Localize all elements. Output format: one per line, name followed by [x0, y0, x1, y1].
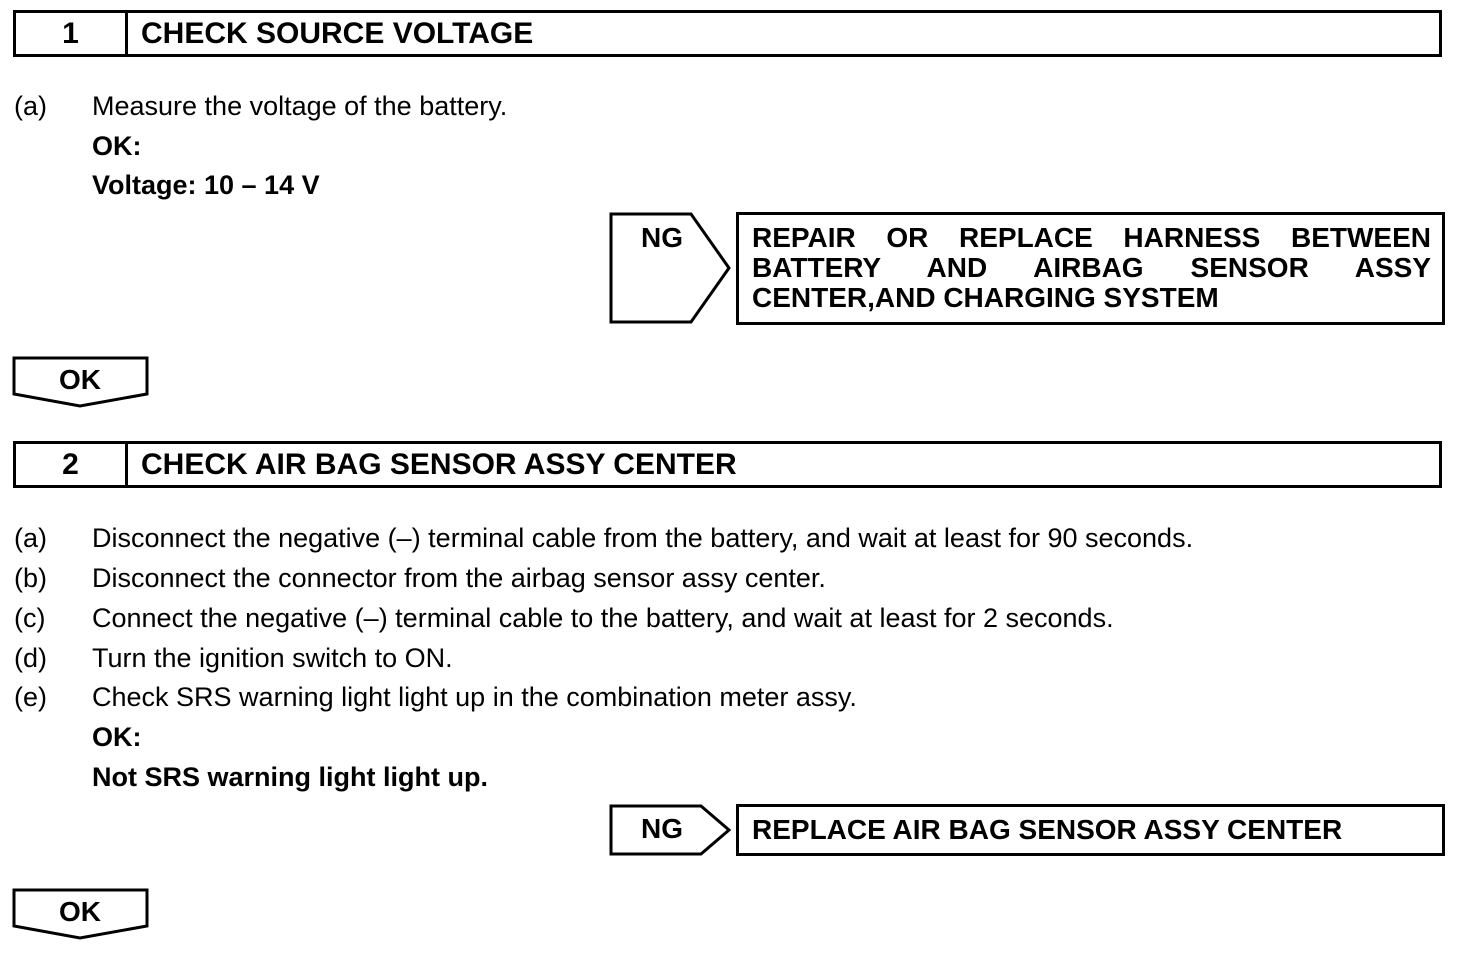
step-2-ok-heading: OK:	[92, 722, 142, 752]
step-2-ng-action: REPLACE AIR BAG SENSOR ASSY CENTER	[736, 804, 1445, 856]
instruction-label: (b)	[14, 563, 47, 593]
step-2-title: CHECK AIR BAG SENSOR ASSY CENTER	[141, 447, 737, 481]
step-1-ok-condition: Voltage: 10 – 14 V	[92, 170, 320, 200]
step-2-ng-label: NG	[641, 813, 683, 844]
step-1-number: 1	[16, 13, 128, 54]
step-1-ng-label: NG	[641, 222, 683, 253]
step-1-title: CHECK SOURCE VOLTAGE	[141, 16, 534, 50]
instruction-text: Check SRS warning light light up in the combination meter assy.	[92, 682, 857, 712]
instruction-text: Turn the ignition switch to ON.	[92, 643, 453, 673]
instruction-text: Connect the negative (–) terminal cable to the battery, and wait at least for 2 seconds.	[92, 603, 1114, 633]
instruction-text: Disconnect the negative (–) terminal cable from the battery, and wait at least for 90 seconds.	[92, 523, 1194, 553]
step-2-number: 2	[16, 444, 128, 485]
instruction-label: (e)	[14, 682, 47, 712]
instruction-label: (a)	[14, 91, 47, 121]
step-1-ok-tag: OK	[59, 364, 101, 395]
step-1-header	[13, 10, 1442, 57]
step-2-ok-condition: Not SRS warning light light up.	[92, 762, 488, 792]
instruction-text: Measure the voltage of the battery.	[92, 91, 508, 121]
instruction-label: (d)	[14, 643, 47, 673]
step-1-ok-heading: OK:	[92, 131, 142, 161]
step-2-header	[13, 441, 1442, 488]
instruction-label: (a)	[14, 523, 47, 553]
instruction-label: (c)	[14, 603, 46, 633]
instruction-text: Disconnect the connector from the airbag sensor assy center.	[92, 563, 826, 593]
step-1-ng-action: REPAIR OR REPLACE HARNESS BETWEEN BATTERY AND AIRBAG SENSOR ASSY CENTER,AND CHARGING SYSTEM	[736, 212, 1445, 325]
step-2-ok-tag: OK	[59, 896, 101, 927]
